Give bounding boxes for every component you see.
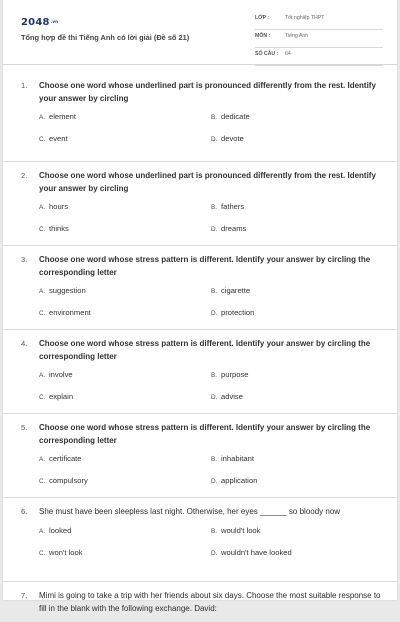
option-letter: B.	[211, 114, 218, 121]
meta-row-count	[255, 51, 383, 66]
meta-value: Tiếng Anh	[285, 33, 309, 39]
question-text: Mimi is going to take a trip with her friends about six days. Choose the most suitable response to fill in the blank with the following exchange. David:	[39, 591, 381, 613]
option-text: wouldn't have looked	[221, 547, 292, 557]
option-text: advise	[221, 392, 243, 401]
option-b[interactable]	[211, 111, 383, 133]
option-letter: C.	[39, 226, 46, 233]
option-text: looked	[49, 525, 72, 535]
option-letter: D.	[211, 310, 218, 317]
option-letter: C.	[39, 310, 46, 317]
option-c[interactable]	[39, 307, 211, 329]
logo-suffix: .vn	[50, 19, 59, 24]
question-number: 1.	[21, 81, 28, 90]
option-letter: D.	[211, 478, 218, 485]
option-a[interactable]	[39, 201, 211, 223]
option-letter: C.	[39, 394, 46, 401]
option-text: compulsory	[49, 476, 88, 485]
option-b[interactable]	[211, 285, 383, 307]
option-text: element	[49, 112, 77, 121]
option-d[interactable]	[211, 307, 383, 329]
option-d[interactable]	[211, 391, 383, 413]
question-item	[3, 246, 397, 330]
option-letter: C.	[39, 136, 46, 143]
option-a[interactable]	[39, 285, 211, 307]
option-a[interactable]	[39, 453, 211, 475]
option-letter: B.	[211, 288, 218, 295]
option-a[interactable]	[39, 525, 211, 547]
document-header	[3, 0, 397, 65]
option-c[interactable]	[39, 133, 211, 155]
option-text: won't look	[49, 547, 83, 557]
question-text: She must have been sleepless last night. Otherwise, her eyes ______ so bloody now	[39, 507, 341, 516]
meta-value: 64	[285, 51, 291, 57]
option-letter: B.	[211, 527, 218, 535]
option-text: dreams	[221, 224, 247, 233]
question-number: 2.	[21, 171, 28, 180]
question-text: Choose one word whose stress pattern is different. Identify your answer by circling the corresponding letter	[39, 339, 371, 361]
option-letter: D.	[211, 549, 218, 557]
option-letter: D.	[211, 136, 218, 143]
question-item	[3, 162, 397, 246]
question-item	[3, 582, 397, 622]
question-item	[3, 330, 397, 414]
option-b[interactable]	[211, 369, 383, 391]
option-b[interactable]	[211, 201, 383, 223]
meta-key: SỐ CÂU :	[255, 51, 279, 57]
option-letter: A.	[39, 288, 46, 295]
option-c[interactable]	[39, 475, 211, 497]
option-text: environment	[49, 308, 91, 317]
exam-meta	[255, 15, 383, 69]
option-letter: C.	[39, 549, 46, 557]
option-text: dedicate	[221, 112, 250, 121]
option-c[interactable]	[39, 547, 211, 569]
answer-options	[39, 369, 381, 413]
option-letter: D.	[211, 394, 218, 401]
site-logo[interactable]	[21, 17, 58, 28]
meta-row-subject	[255, 33, 383, 48]
option-letter: B.	[211, 204, 218, 211]
meta-key: MÔN :	[255, 33, 271, 39]
question-number: 7.	[21, 591, 28, 600]
option-text: fathers	[221, 202, 245, 211]
option-text: explain	[49, 392, 74, 401]
question-item	[3, 78, 397, 162]
option-text: involve	[49, 370, 73, 379]
option-d[interactable]	[211, 133, 383, 155]
option-b[interactable]	[211, 453, 383, 475]
answer-options	[39, 111, 381, 155]
exam-title: Tổng hợp đề thi Tiếng Anh có lời giải (Đề số 21)	[21, 33, 190, 42]
meta-key: LỚP :	[255, 15, 270, 21]
question-text: Choose one word whose stress pattern is different. Identify your answer by circling the corresponding letter	[39, 255, 371, 277]
question-text: Choose one word whose underlined part is pronounced differently from the rest. Identify your answer by circling	[39, 171, 376, 193]
option-letter: A.	[39, 372, 46, 379]
question-list	[3, 78, 397, 622]
question-item	[3, 498, 397, 582]
answer-options	[39, 453, 381, 497]
option-d[interactable]	[211, 547, 383, 569]
question-number: 6.	[21, 507, 28, 516]
option-text: suggestion	[49, 286, 86, 295]
option-d[interactable]	[211, 223, 383, 245]
option-letter: A.	[39, 114, 46, 121]
option-letter: B.	[211, 372, 218, 379]
option-a[interactable]	[39, 369, 211, 391]
question-item	[3, 414, 397, 498]
question-text: Choose one word whose underlined part is pronounced differently from the rest. Identify your answer by circling	[39, 81, 376, 103]
option-letter: A.	[39, 456, 46, 463]
question-number: 5.	[21, 423, 28, 432]
meta-value: Tốt nghiệp THPT	[285, 15, 325, 21]
option-text: certificate	[49, 454, 82, 463]
logo-text: 2048	[21, 17, 50, 28]
option-d[interactable]	[211, 475, 383, 497]
document-page	[3, 0, 397, 613]
option-a[interactable]	[39, 111, 211, 133]
option-text: event	[49, 134, 68, 143]
option-text: purpose	[221, 370, 249, 379]
option-letter: B.	[211, 456, 218, 463]
option-letter: C.	[39, 478, 46, 485]
option-text: inhabitant	[221, 454, 254, 463]
option-c[interactable]	[39, 223, 211, 245]
option-letter: D.	[211, 226, 218, 233]
question-text: Choose one word whose stress pattern is different. Identify your answer by circling the corresponding letter	[39, 423, 371, 445]
option-text: devote	[221, 134, 244, 143]
answer-options	[39, 201, 381, 245]
question-number: 4.	[21, 339, 28, 348]
option-text: cigarette	[221, 286, 251, 295]
option-text: hours	[49, 202, 68, 211]
question-number: 3.	[21, 255, 28, 264]
option-text: application	[221, 476, 258, 485]
option-letter: A.	[39, 527, 46, 535]
option-letter: A.	[39, 204, 46, 211]
option-c[interactable]	[39, 391, 211, 413]
option-text: would't look	[221, 525, 261, 535]
answer-options	[39, 525, 381, 569]
option-text: thinks	[49, 224, 69, 233]
meta-row-class	[255, 15, 383, 30]
answer-options	[39, 285, 381, 329]
option-b[interactable]	[211, 525, 383, 547]
option-text: protection	[221, 308, 255, 317]
